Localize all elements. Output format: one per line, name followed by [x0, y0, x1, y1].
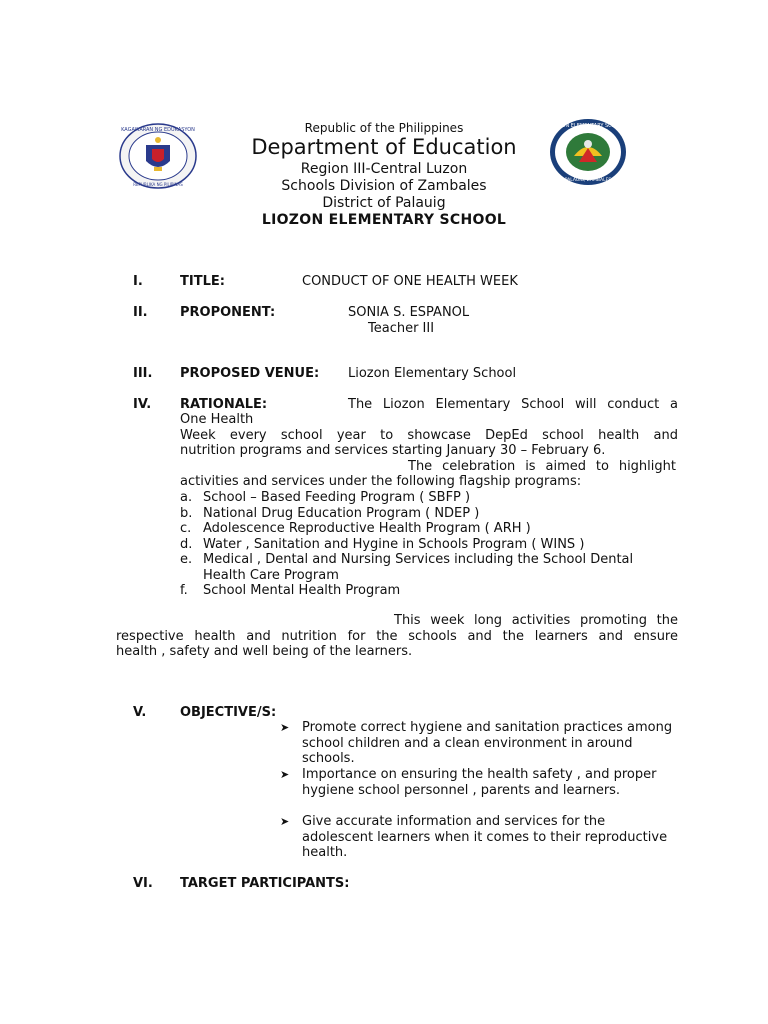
- section-venue-value: Liozon Elementary School: [348, 366, 517, 381]
- rationale-line-4: nutrition programs and services starting January 30 – February 6.: [180, 443, 606, 458]
- section-participants-number: VI.: [133, 876, 153, 891]
- arrow-bullet-icon: ➤: [280, 815, 290, 828]
- rationale-closing-line-2: respective health and nutrition for the schools and the learners and ensure: [116, 629, 678, 644]
- program-text: Medical , Dental and Nursing Services including the School Dental Health Care Program: [203, 552, 634, 583]
- program-marker: d.: [180, 537, 193, 552]
- program-text: Water , Sanitation and Hygine in Schools Program ( WINS ): [203, 537, 585, 552]
- program-text: Adolescence Reproductive Health Program ( ARH ): [203, 521, 531, 536]
- header-republic: Republic of the Philippines: [304, 121, 464, 135]
- rationale-line-1: The Liozon Elementary School will conduct a: [348, 397, 678, 412]
- section-rationale-label: RATIONALE:: [180, 397, 268, 412]
- objective-text: Promote correct hygiene and sanitation practices among school children and a clean environment in around schools.: [302, 720, 673, 767]
- right-seal-bottom-text: PALAUIG, ZAMBALES: [564, 178, 612, 183]
- program-marker: a.: [180, 490, 193, 505]
- objective-text: Give accurate information and services for the adolescent learners when it comes to their reproductive health.: [302, 814, 668, 861]
- section-proponent-label: PROPONENT:: [180, 305, 276, 320]
- section-objectives-label: OBJECTIVE/S:: [180, 705, 277, 720]
- rationale-line-6: activities and services under the following flagship programs:: [180, 474, 582, 489]
- header-department: Department of Education: [251, 135, 517, 159]
- section-title-number: I.: [133, 274, 143, 289]
- section-venue-number: III.: [133, 366, 153, 381]
- rationale-line-5: The celebration is aimed to highlight: [408, 459, 676, 474]
- program-text: School – Based Feeding Program ( SBFP ): [203, 490, 471, 505]
- header-district: District of Palauig: [322, 195, 446, 211]
- program-marker: b.: [180, 506, 193, 521]
- header-school-name: LIOZON ELEMENTARY SCHOOL: [261, 212, 507, 228]
- program-marker: e.: [180, 552, 193, 567]
- section-objectives-number: V.: [133, 705, 147, 720]
- right-seal-top-text: LIOZON ELEMENTARY SCHOOL: [549, 123, 627, 129]
- section-title-value: CONDUCT OF ONE HEALTH WEEK: [302, 274, 518, 289]
- rationale-line-3: Week every school year to showcase DepEd school health and: [180, 428, 678, 443]
- section-rationale-number: IV.: [133, 397, 152, 412]
- left-seal-top-text: KAGAWARAN NG EDUKASYON: [121, 127, 195, 133]
- proponent-name: SONIA S. ESPANOL: [348, 305, 470, 320]
- section-proponent-number: II.: [133, 305, 148, 320]
- arrow-bullet-icon: ➤: [280, 768, 290, 781]
- section-title-label: TITLE:: [180, 274, 225, 289]
- rationale-closing-line-3: health , safety and well being of the learners.: [116, 644, 413, 659]
- section-participants-label: TARGET PARTICIPANTS:: [180, 876, 350, 891]
- rationale-line-2: One Health: [180, 412, 254, 427]
- program-marker: f.: [180, 583, 188, 598]
- header-region: Region III-Central Luzon: [300, 161, 468, 177]
- objective-text: Importance on ensuring the health safety , and proper hygiene school personnel , parents and learners.: [302, 767, 657, 798]
- section-venue-label: PROPOSED VENUE:: [180, 366, 320, 381]
- program-marker: c.: [180, 521, 192, 536]
- left-seal-bottom-text: REPUBLIKA NG PILIPINAS: [133, 182, 183, 187]
- proponent-position: Teacher III: [368, 321, 435, 336]
- program-text: School Mental Health Program: [203, 583, 401, 598]
- header-division: Schools Division of Zambales: [281, 178, 487, 194]
- program-text: National Drug Education Program ( NDEP ): [203, 506, 480, 521]
- rationale-closing-line-1: This week long activities promoting the: [394, 613, 678, 628]
- arrow-bullet-icon: ➤: [280, 721, 290, 734]
